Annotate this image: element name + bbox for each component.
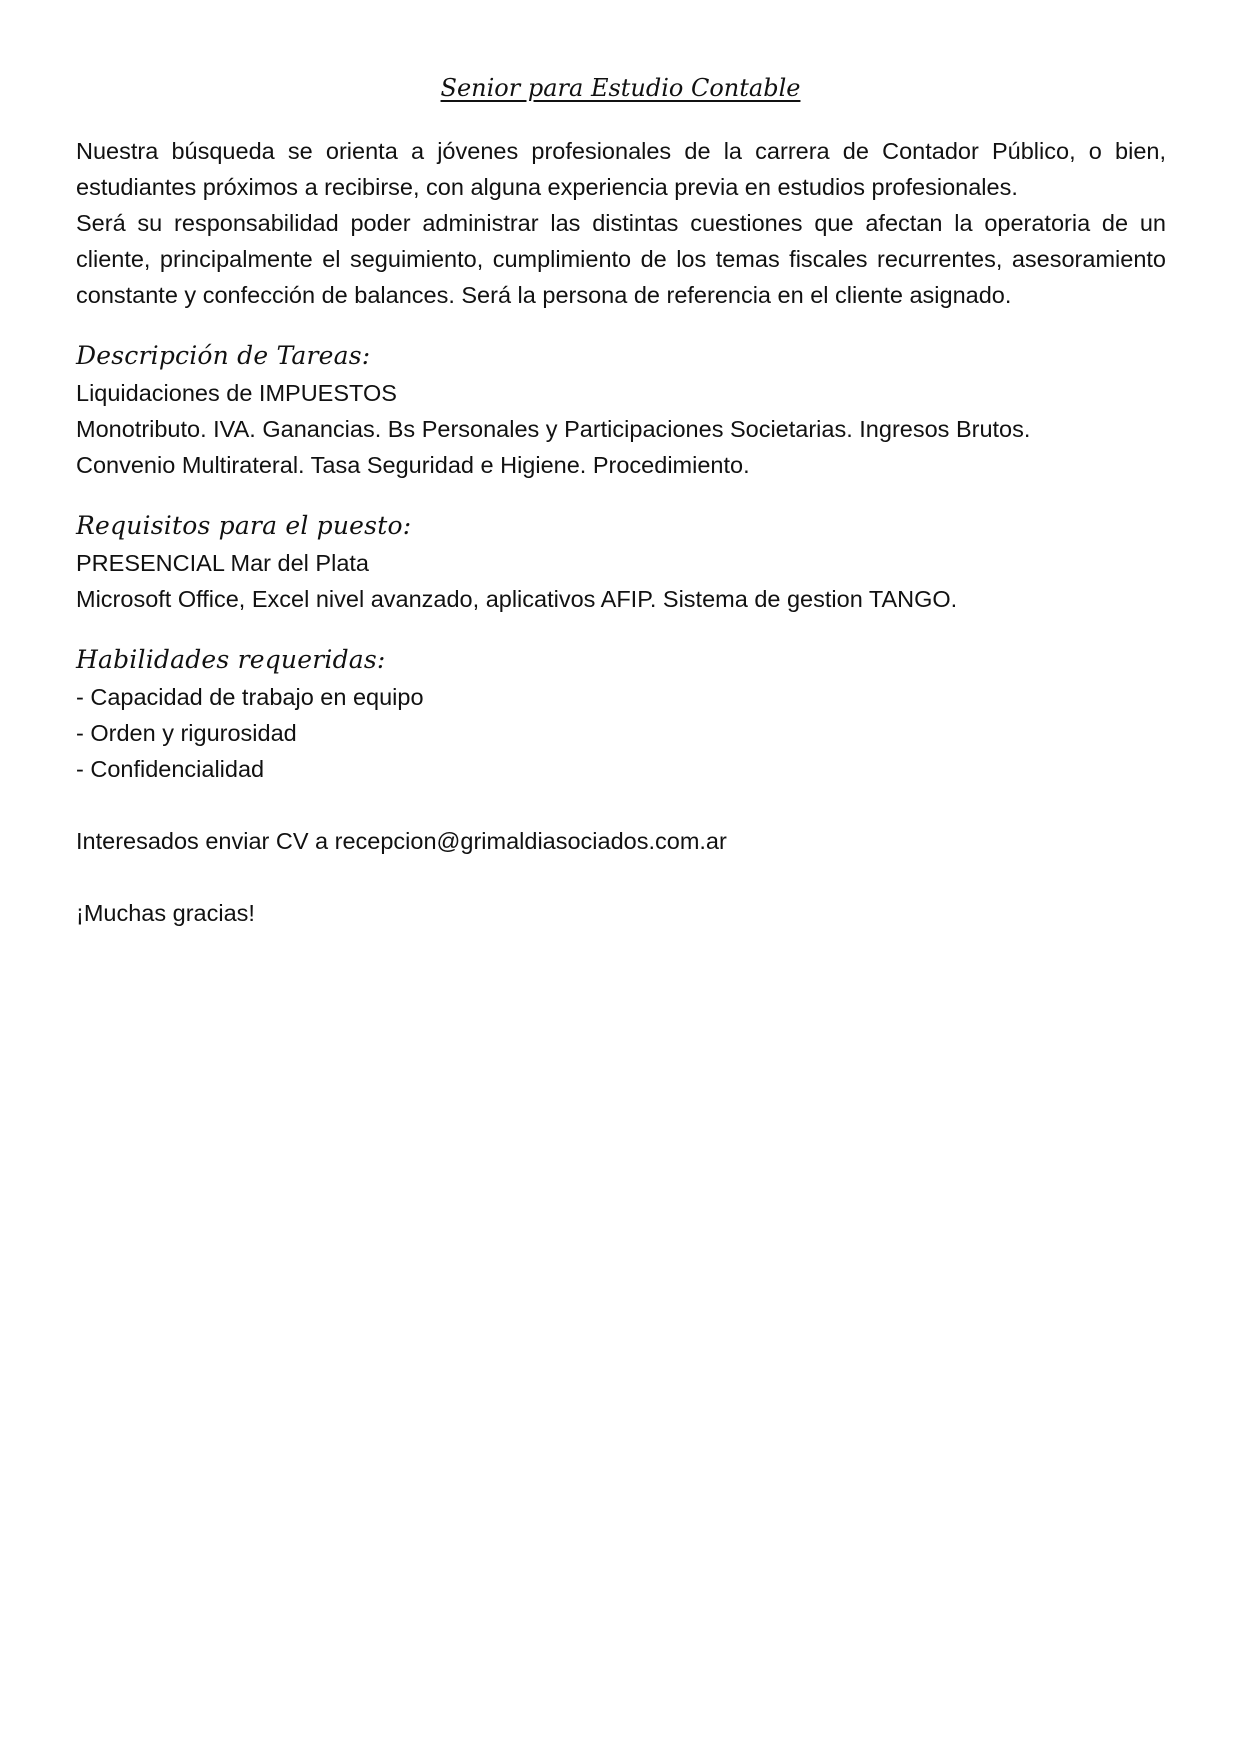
habilidades-item: - Confidencialidad: [76, 756, 265, 782]
tareas-line: Monotributo. IVA. Ganancias. Bs Personales y Participaciones Societarias. Ingresos Brutos.: [76, 416, 1031, 442]
habilidades-item: - Orden y rigurosidad: [76, 720, 297, 746]
intro-paragraph-2: Será su responsabilidad poder administrar las distintas cuestiones que afectan la operatoria de un cliente, principalmente el seguimiento, cumplimiento de los temas fiscales recurrentes, asesoramiento constante y confección de balances. Será la persona de referencia en el cliente asignado.: [76, 210, 1166, 308]
requisitos-heading: Requisitos para el puesto:: [76, 511, 412, 540]
tareas-section: [76, 337, 1166, 483]
tareas-heading: Descripción de Tareas:: [76, 341, 371, 370]
requisitos-line: Microsoft Office, Excel nivel avanzado, aplicativos AFIP. Sistema de gestion TANGO.: [76, 586, 958, 612]
spacer: [76, 787, 1166, 823]
tareas-line: Convenio Multirateral. Tasa Seguridad e Higiene. Procedimiento.: [76, 452, 750, 478]
document-body: [76, 133, 1166, 931]
requisitos-section: [76, 507, 1166, 617]
contact-line: Interesados enviar CV a recepcion@grimaldiasociados.com.ar: [76, 828, 727, 854]
closing-line: ¡Muchas gracias!: [76, 900, 255, 926]
intro-paragraph-1: Nuestra búsqueda se orienta a jóvenes profesionales de la carrera de Contador Público, o bien, estudiantes próximos a recibirse, con alguna experiencia previa en estudios profesionales.: [76, 138, 1166, 200]
page-title: Senior para Estudio Contable: [440, 74, 801, 102]
requisitos-line: PRESENCIAL Mar del Plata: [76, 550, 369, 576]
intro-section: [76, 133, 1166, 313]
habilidades-item: - Capacidad de trabajo en equipo: [76, 684, 424, 710]
habilidades-heading: Habilidades requeridas:: [76, 645, 386, 674]
tareas-line: Liquidaciones de IMPUESTOS: [76, 380, 397, 406]
spacer: [76, 859, 1166, 895]
habilidades-section: [76, 641, 1166, 787]
